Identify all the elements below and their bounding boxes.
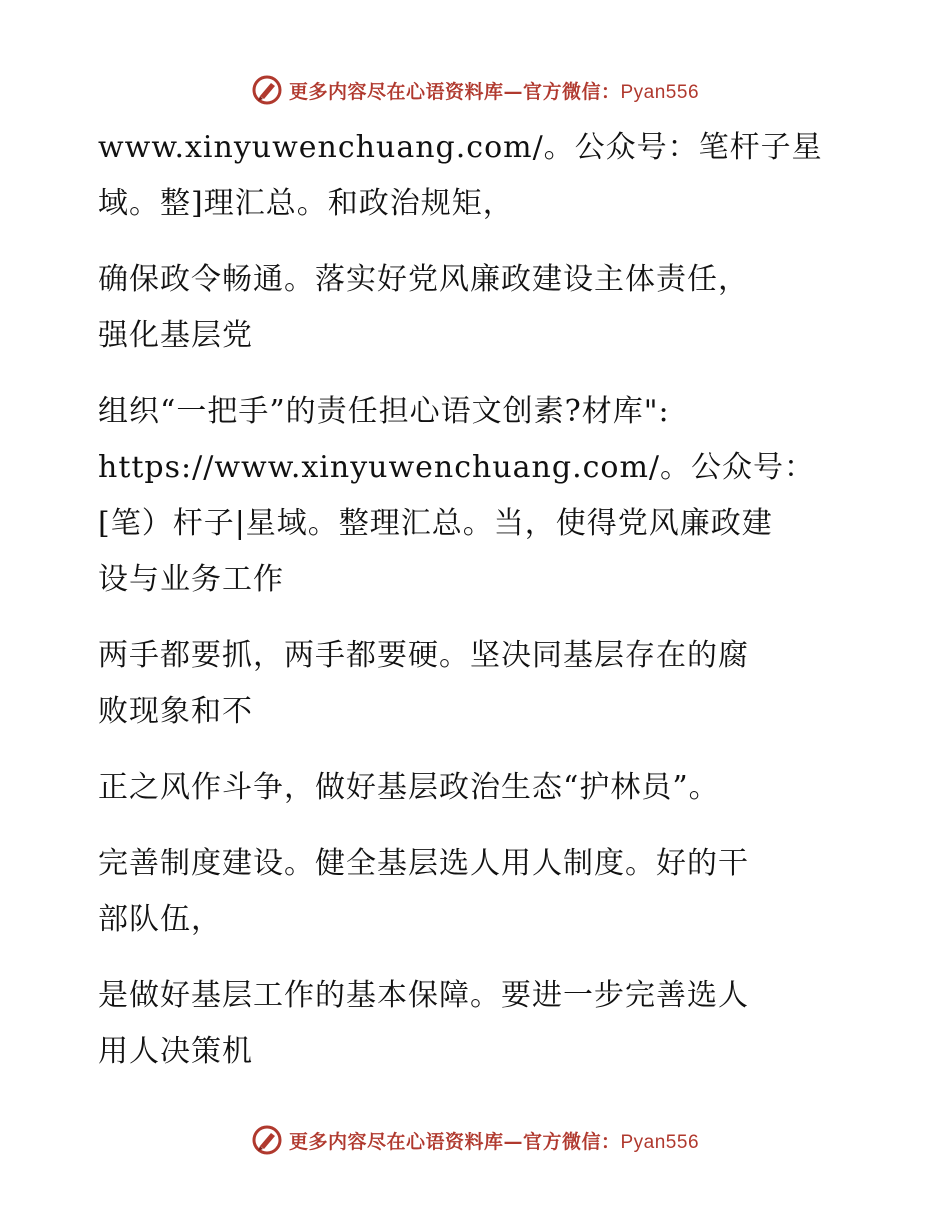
header-handle: Pyan556 (620, 81, 700, 103)
header-banner (0, 70, 950, 110)
header-site-text: 更多内容尽在心语资料库 (288, 80, 504, 103)
body-line: 完善制度建设。健全基层选人用人制度。好的干 (98, 846, 749, 881)
body-line: 部队伍， (98, 902, 222, 937)
footer-site-text: 更多内容尽在心语资料库 (288, 1130, 504, 1153)
header-official-text: 官方微信： (522, 80, 621, 103)
footer-dash: — (503, 1130, 523, 1153)
pen-logo-icon (251, 74, 283, 106)
body-line: 正之风作斗争，做好基层政治生态“护林员”。 (98, 770, 720, 805)
footer-handle: Pyan556 (620, 1131, 700, 1153)
body-line: 两手都要抓，两手都要硬。坚决同基层存在的腐 (98, 638, 749, 673)
body-line: www.xinyuwenchuang.com/。公众号：笔杆子星 (98, 130, 823, 165)
body-line: 设与业务工作 (98, 562, 284, 597)
footer-text (289, 1127, 699, 1154)
body-line: 是做好基层工作的基本保障。要进一步完善选人 (98, 978, 749, 1013)
document-body (98, 120, 868, 1080)
body-line: [笔）杆子|星域。整理汇总。当，使得党风廉政建 (98, 506, 773, 541)
body-line: 用人决策机 (98, 1034, 253, 1069)
body-line: 败现象和不 (98, 694, 253, 729)
header-dash: — (503, 80, 523, 103)
body-line: 域。整]理汇总。和政治规矩， (98, 186, 514, 221)
pen-logo-icon (251, 1124, 283, 1156)
header-text (289, 77, 699, 104)
footer-official-text: 官方微信： (522, 1130, 621, 1153)
body-line: https://www.xinyuwenchuang.com/。公众号： (98, 450, 816, 485)
body-line: 组织“一把手”的责任担心语文创素?材库": (98, 394, 670, 429)
body-line: 强化基层党 (98, 318, 253, 353)
footer-banner (0, 1120, 950, 1160)
body-line: 确保政令畅通。落实好党风廉政建设主体责任， (98, 262, 749, 297)
